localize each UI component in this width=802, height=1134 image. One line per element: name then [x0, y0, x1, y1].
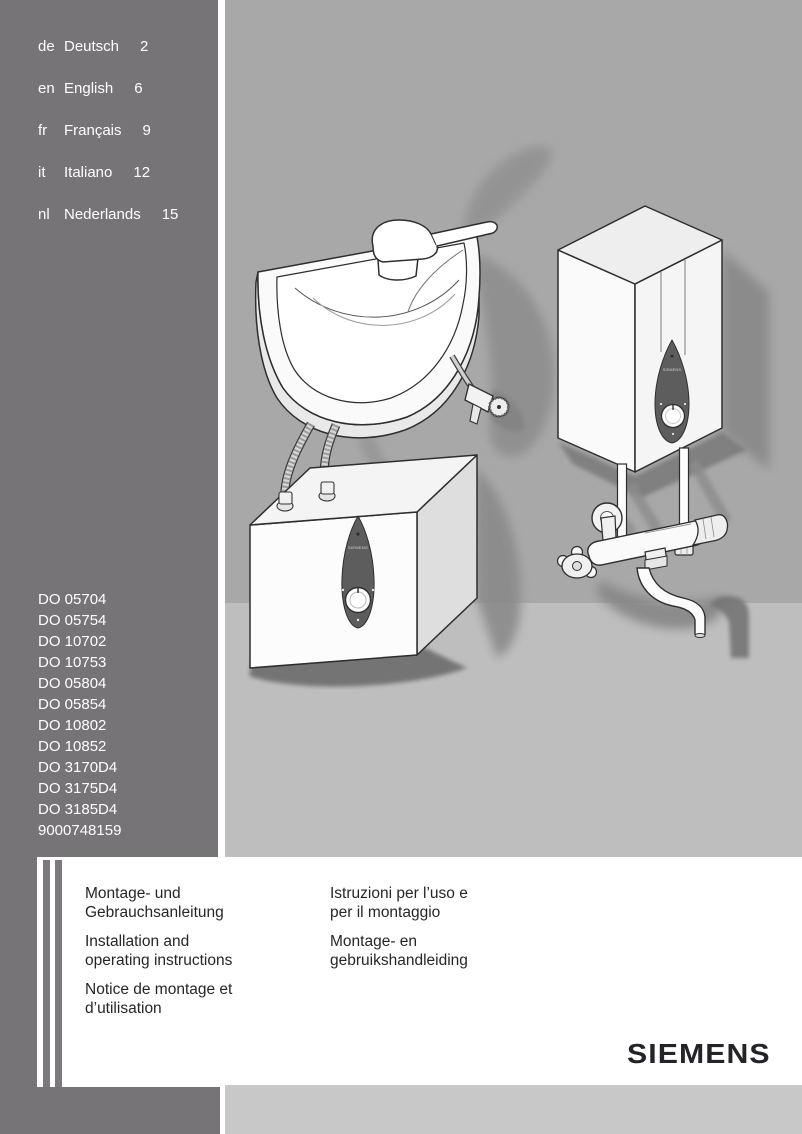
- language-list: [38, 38, 178, 248]
- model-item: DO 10852: [38, 738, 107, 755]
- instruction-title-de: Montage- und Gebrauchsanleitung: [85, 885, 224, 921]
- divider-stripe-left: [43, 860, 50, 1087]
- model-item: DO 3185D4: [38, 801, 118, 818]
- instruction-title-en: Installation and operating instructions: [85, 933, 233, 969]
- model-item: DO 3175D4: [38, 780, 118, 797]
- model-item: DO 3170D4: [38, 759, 118, 776]
- illustration-panel: [225, 0, 802, 857]
- language-name: Nederlands: [64, 206, 141, 223]
- model-item: 9000748159: [38, 822, 122, 839]
- language-name: Italiano: [64, 164, 113, 181]
- model-item: DO 10702: [38, 633, 107, 650]
- model-item: DO 10802: [38, 717, 107, 734]
- language-item-fr: [38, 122, 178, 139]
- language-name: English: [64, 80, 114, 97]
- siemens-logo: SIEMENS: [627, 1038, 771, 1069]
- language-page-number: 9: [142, 122, 151, 139]
- model-item: DO 05804: [38, 675, 107, 692]
- language-item-it: [38, 164, 178, 181]
- bottom-gray-bar: [225, 1085, 802, 1134]
- product-illustration: [225, 0, 802, 857]
- washbasin: [256, 232, 480, 438]
- language-page-number: 6: [134, 80, 143, 97]
- language-code: fr: [38, 122, 48, 139]
- language-item-en: [38, 80, 178, 97]
- model-item: DO 10753: [38, 654, 107, 671]
- instructions-left-column: [85, 884, 320, 1028]
- device-brand-label: SIEMENS: [662, 368, 682, 372]
- language-item-de: [38, 38, 178, 55]
- language-code: de: [38, 38, 55, 55]
- bottom-left-block: [0, 1087, 220, 1134]
- model-item: DO 05854: [38, 696, 107, 713]
- instruction-title-nl: Montage- en gebruikshandleiding: [330, 933, 468, 969]
- tap-handle-right: [693, 515, 728, 545]
- sidebar: [0, 0, 218, 857]
- model-number-list: [38, 589, 121, 841]
- wall-heater: [558, 206, 722, 472]
- device-brand-label: SIEMENS: [347, 545, 369, 550]
- language-page-number: 2: [140, 38, 149, 55]
- language-code: en: [38, 80, 55, 97]
- instructions-right-column: [330, 884, 565, 980]
- language-code: it: [38, 164, 46, 181]
- model-item: DO 05704: [38, 591, 107, 608]
- language-name: Français: [64, 122, 122, 139]
- divider-stripe-right: [55, 860, 62, 1087]
- language-page-number: 15: [161, 206, 179, 223]
- language-page-number: 12: [133, 164, 151, 181]
- instruction-title-fr: Notice de montage et d’utilisation: [85, 981, 233, 1017]
- language-code: nl: [38, 206, 50, 223]
- instruction-title-it: Istruzioni per l’uso e per il montaggio: [330, 885, 468, 921]
- model-item: DO 05754: [38, 612, 107, 629]
- language-name: Deutsch: [64, 38, 120, 55]
- language-item-nl: [38, 206, 178, 223]
